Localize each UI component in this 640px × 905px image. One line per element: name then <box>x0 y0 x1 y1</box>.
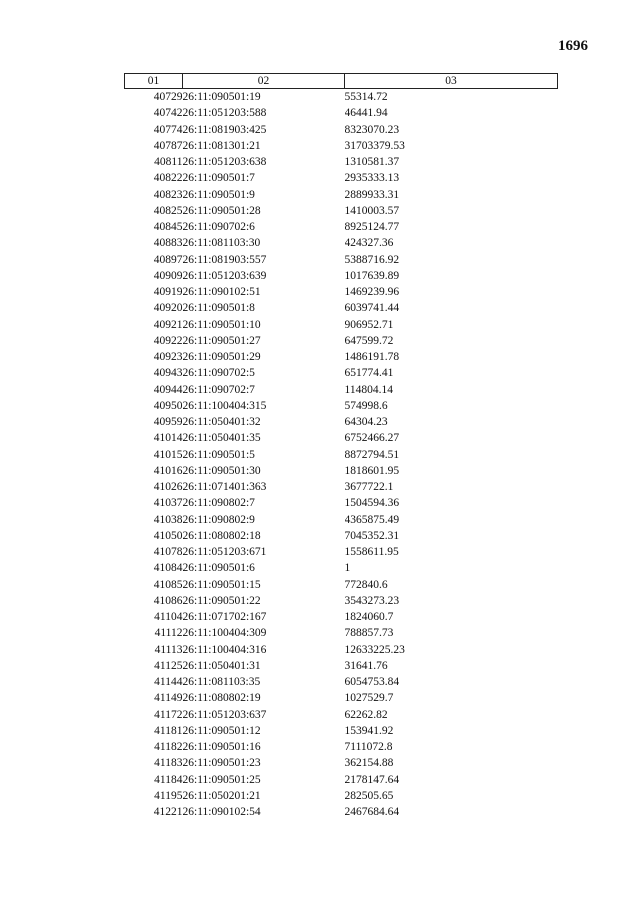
table-row <box>125 268 558 284</box>
cell-value: 1558611.95 <box>344 546 399 558</box>
cell-value: 906952.71 <box>344 318 394 331</box>
cell-cadastral-number: 26:11:090501:6 <box>182 562 255 575</box>
table-row <box>125 577 558 593</box>
cell-cadastral-number: 26:11:090501:10 <box>182 318 261 331</box>
cell-cadastral-number: 26:11:081903:557 <box>182 253 267 266</box>
cell-cadastral-number: 26:11:100404:309 <box>182 627 267 640</box>
cell-id: 40920 <box>153 302 183 315</box>
cell-cadastral-number: 26:11:090501:15 <box>182 578 261 591</box>
table-row <box>125 788 558 804</box>
cell-value: 8872794.51 <box>344 448 400 461</box>
cell-value: 114804.14 <box>344 383 393 396</box>
cell-id: 41037 <box>153 497 183 510</box>
table-row <box>125 625 558 641</box>
table-row <box>125 772 558 788</box>
cell-id: 41104 <box>154 611 183 623</box>
cell-value: 46441.94 <box>344 107 388 120</box>
table-row <box>125 463 558 479</box>
table-body <box>125 89 558 821</box>
cell-id: 40921 <box>153 318 183 331</box>
cell-value: 1486191.78 <box>344 351 400 363</box>
table-row <box>125 739 558 755</box>
cell-value: 1410003.57 <box>344 204 400 217</box>
cell-value: 55314.72 <box>344 91 388 103</box>
header-row <box>125 74 558 89</box>
cell-id: 40729 <box>153 91 183 103</box>
cell-id: 40823 <box>153 188 183 201</box>
cell-id: 41084 <box>153 562 183 575</box>
cell-id: 41078 <box>153 546 183 558</box>
table-row <box>125 690 558 706</box>
cell-value: 1310581.37 <box>344 156 400 168</box>
table-row <box>125 707 558 723</box>
table-row <box>125 317 558 333</box>
cell-value: 6054753.84 <box>344 676 400 688</box>
cell-id: 41125 <box>154 659 183 672</box>
cell-id: 41183 <box>154 757 183 770</box>
cell-id: 41016 <box>153 464 183 477</box>
table-row <box>125 138 558 154</box>
cell-cadastral-number: 26:11:090501:29 <box>182 351 261 363</box>
table-row <box>125 528 558 544</box>
cell-value: 31641.76 <box>344 659 388 672</box>
cell-value: 1504594.36 <box>344 497 400 510</box>
cell-value: 647599.72 <box>344 334 394 347</box>
table-row <box>125 447 558 463</box>
cell-value: 31703379.53 <box>344 139 405 152</box>
cell-cadastral-number: 26:11:090802:7 <box>182 497 255 510</box>
table-row <box>125 252 558 268</box>
cell-id: 40909 <box>153 269 183 282</box>
cell-value: 8925124.77 <box>344 221 400 233</box>
cell-id: 40923 <box>153 351 183 363</box>
cell-value: 574998.6 <box>344 399 388 412</box>
column-header-02: 02 <box>183 74 345 89</box>
cell-value: 8323070.23 <box>344 123 400 136</box>
cell-id: 41182 <box>154 741 183 753</box>
cell-value: 62262.82 <box>344 708 388 721</box>
cell-cadastral-number: 26:11:050201:21 <box>182 789 261 802</box>
data-table <box>124 73 558 820</box>
cell-value: 772840.6 <box>344 578 388 591</box>
cell-id: 40883 <box>153 237 183 250</box>
cell-value: 153941.92 <box>344 724 394 737</box>
cell-value: 1027529.7 <box>344 692 394 705</box>
table-row <box>125 430 558 446</box>
cell-cadastral-number: 26:11:090501:22 <box>182 594 261 607</box>
cell-value: 1469239.96 <box>344 286 400 298</box>
cell-cadastral-number: 26:11:051203:639 <box>182 269 267 282</box>
cell-id: 41149 <box>154 692 183 705</box>
cell-value: 424327.36 <box>344 237 394 250</box>
column-header-01: 01 <box>125 74 183 89</box>
cell-cadastral-number: 26:11:090501:12 <box>182 724 261 737</box>
cell-cadastral-number: 26:11:050401:31 <box>182 659 261 672</box>
cell-value: 362154.88 <box>344 757 394 770</box>
cell-cadastral-number: 26:11:090102:51 <box>182 286 261 298</box>
cell-cadastral-number: 26:11:050401:35 <box>182 432 261 445</box>
cell-id: 41050 <box>153 529 183 542</box>
cell-id: 41112 <box>154 627 183 640</box>
cell-id: 40959 <box>153 416 183 428</box>
table-row <box>125 658 558 674</box>
cell-value: 651774.41 <box>344 367 394 380</box>
cell-cadastral-number: 26:11:100404:316 <box>182 643 267 656</box>
table-row <box>125 382 558 398</box>
table-row <box>125 187 558 203</box>
cell-value: 3677722.1 <box>344 481 394 493</box>
table-row <box>125 642 558 658</box>
cell-id: 41184 <box>154 773 183 786</box>
cell-id: 41144 <box>154 676 183 688</box>
cell-id: 40950 <box>153 399 183 412</box>
table-row <box>125 755 558 771</box>
table-row <box>125 398 558 414</box>
table-row <box>125 235 558 251</box>
cell-value: 4365875.49 <box>344 513 400 526</box>
cell-value: 2935333.13 <box>344 172 400 185</box>
cell-value: 282505.65 <box>344 789 394 802</box>
cell-id: 41113 <box>154 643 183 656</box>
table-row <box>125 300 558 316</box>
cell-cadastral-number: 26:11:081903:425 <box>182 123 267 136</box>
table-row <box>125 105 558 121</box>
column-header-03: 03 <box>345 74 558 89</box>
cell-value: 1 <box>344 562 351 575</box>
cell-id: 40944 <box>153 383 183 396</box>
cell-id: 41014 <box>153 432 183 445</box>
cell-id: 40787 <box>153 139 183 152</box>
cell-id: 41172 <box>154 708 183 721</box>
cell-id: 41195 <box>154 789 183 802</box>
cell-value: 7111072.8 <box>344 741 393 753</box>
cell-value: 2178147.64 <box>344 773 400 786</box>
cell-value: 1824060.7 <box>344 611 394 623</box>
cell-cadastral-number: 26:11:090501:8 <box>182 302 255 315</box>
table-row <box>125 154 558 170</box>
cell-value: 1017639.89 <box>344 269 400 282</box>
page-number: 1696 <box>558 38 588 54</box>
cell-cadastral-number: 26:11:090501:7 <box>182 172 255 185</box>
table-row <box>125 544 558 560</box>
table-row <box>125 365 558 381</box>
cell-value: 12633225.23 <box>344 643 405 656</box>
table-row <box>125 122 558 138</box>
cell-id: 40822 <box>153 172 183 185</box>
cell-cadastral-number: 26:11:080802:18 <box>182 529 261 542</box>
cell-cadastral-number: 26:11:071401:363 <box>182 481 267 493</box>
cell-cadastral-number: 26:11:090501:30 <box>182 464 261 477</box>
table-header <box>125 74 558 89</box>
cell-cadastral-number: 26:11:090102:54 <box>182 806 261 818</box>
table-row <box>125 89 558 106</box>
cell-value: 7045352.31 <box>344 529 400 542</box>
cell-id: 40825 <box>153 204 183 217</box>
cell-cadastral-number: 26:11:081103:30 <box>182 237 261 250</box>
cell-id: 40919 <box>153 286 183 298</box>
cell-value: 6039741.44 <box>344 302 400 315</box>
cell-cadastral-number: 26:11:081103:35 <box>182 676 261 688</box>
cell-value: 64304.23 <box>344 416 388 428</box>
cell-id: 41221 <box>153 806 183 818</box>
cell-cadastral-number: 26:11:090501:27 <box>182 334 261 347</box>
table-row <box>125 723 558 739</box>
cell-cadastral-number: 26:11:051203:638 <box>182 156 267 168</box>
cell-id: 40742 <box>153 107 183 120</box>
cell-cadastral-number: 26:11:090501:23 <box>182 757 261 770</box>
cell-value: 2889933.31 <box>344 188 400 201</box>
cell-id: 40811 <box>154 156 183 168</box>
table-row <box>125 593 558 609</box>
table-row <box>125 219 558 235</box>
cell-cadastral-number: 26:11:090501:19 <box>182 91 261 103</box>
cell-id: 40943 <box>153 367 183 380</box>
table-row <box>125 674 558 690</box>
cell-cadastral-number: 26:11:090702:7 <box>182 383 255 396</box>
cell-cadastral-number: 26:11:080802:19 <box>182 692 261 705</box>
table-row <box>125 479 558 495</box>
cell-cadastral-number: 26:11:090501:25 <box>182 773 261 786</box>
cell-id: 41086 <box>153 594 183 607</box>
table-row <box>125 804 558 820</box>
cell-id: 41038 <box>153 513 183 526</box>
cell-id: 41181 <box>154 724 183 737</box>
cell-cadastral-number: 26:11:050401:32 <box>182 416 261 428</box>
table-row <box>125 414 558 430</box>
cell-id: 40774 <box>153 123 183 136</box>
table-row <box>125 333 558 349</box>
cell-cadastral-number: 26:11:090702:5 <box>182 367 255 380</box>
cell-cadastral-number: 26:11:090501:9 <box>182 188 255 201</box>
cell-value: 5388716.92 <box>344 253 400 266</box>
cell-id: 41026 <box>153 481 183 493</box>
cell-cadastral-number: 26:11:090501:28 <box>182 204 261 217</box>
table-row <box>125 560 558 576</box>
cell-value: 2467684.64 <box>344 806 400 818</box>
table-row <box>125 349 558 365</box>
cell-id: 41085 <box>153 578 183 591</box>
cell-cadastral-number: 26:11:090702:6 <box>182 221 255 233</box>
table-row <box>125 609 558 625</box>
cell-cadastral-number: 26:11:090802:9 <box>182 513 255 526</box>
cell-cadastral-number: 26:11:051203:588 <box>182 107 267 120</box>
cell-cadastral-number: 26:11:090501:16 <box>182 741 261 753</box>
cell-id: 40897 <box>153 253 183 266</box>
cell-cadastral-number: 26:11:100404:315 <box>182 399 267 412</box>
cell-cadastral-number: 26:11:051203:637 <box>182 708 267 721</box>
cell-id: 41015 <box>153 448 183 461</box>
table-row <box>125 170 558 186</box>
table-row <box>125 512 558 528</box>
cell-value: 1818601.95 <box>344 464 400 477</box>
cell-id: 40922 <box>153 334 183 347</box>
table-row <box>125 284 558 300</box>
cell-value: 3543273.23 <box>344 594 400 607</box>
cell-cadastral-number: 26:11:081301:21 <box>182 139 261 152</box>
cell-value: 788857.73 <box>344 627 394 640</box>
cell-cadastral-number: 26:11:090501:5 <box>182 448 255 461</box>
table-row <box>125 203 558 219</box>
cell-value: 6752466.27 <box>344 432 400 445</box>
cell-cadastral-number: 26:11:051203:671 <box>182 546 267 558</box>
cell-cadastral-number: 26:11:071702:167 <box>182 611 267 623</box>
table-row <box>125 495 558 511</box>
cell-id: 40845 <box>153 221 183 233</box>
